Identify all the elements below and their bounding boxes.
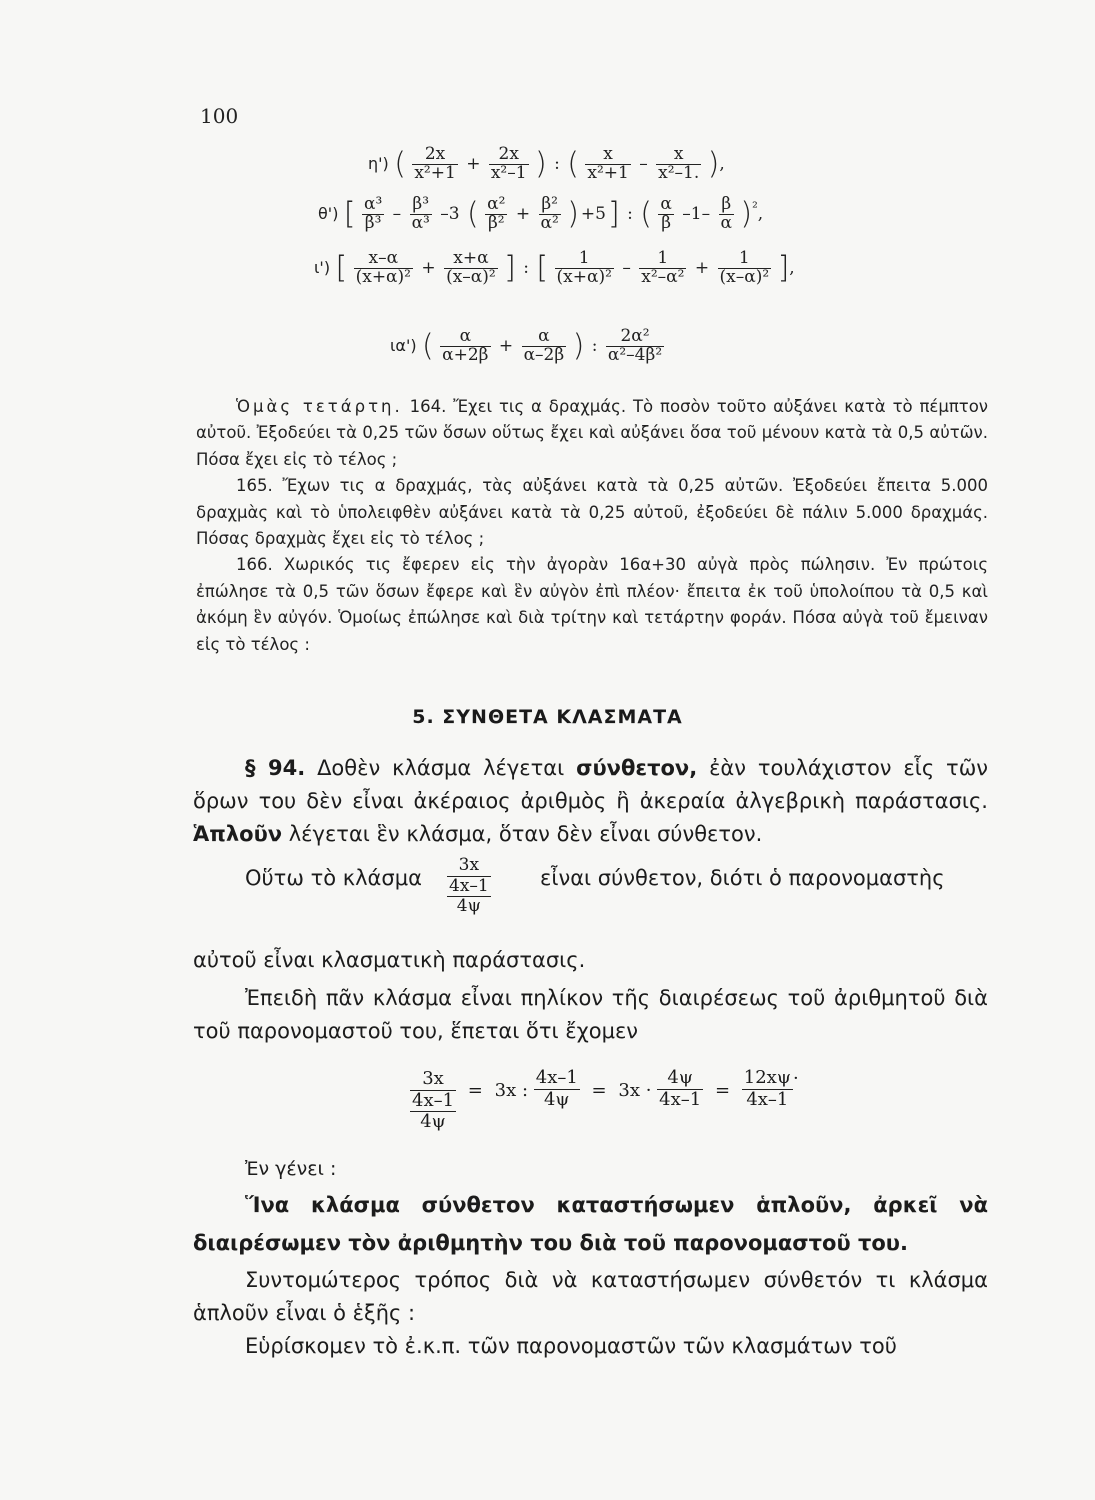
fraction: $\frac{\alpha}{\alpha-2\beta}$ [523,326,565,365]
shorter-method: Συντομώτερος τρόπος διὰ νὰ καταστήσωμεν σύνθετόν τι κλάσμα ἁπλοῦν εἶναι ὁ ἑξῆς : [193,1268,988,1325]
example-continuation: αὐτοῦ εἶναι κλασματικὴ παράστασις. [193,948,586,972]
fraction: $\frac{x}{\text{x²–1.}}$ [658,144,700,183]
exercise-theta: θ') [ $\frac{\text{α³}}{\text{β³}}$ – $\frac{\text{β³}}{\text{α³}}$ –3 ( $\frac{\text{α²}}{\text{β²}}$ + $\frac{\text{β²}}{\text{α²}}$ ) +5] : ( $\frac{\alpha}{\beta}$ –1– $\frac{\beta}{\alpha}$ )$^{^2}$, [318,194,764,233]
compound-fraction: 3x 4x–1 4ψ [449,855,489,917]
fraction: $\frac{\alpha}{\beta}$ [660,194,672,233]
fraction: $\frac{\text{β³}}{\text{α³}}$ [411,194,430,233]
problem-group [196,394,988,658]
text: λέγεται ἓν κλάσμα, ὅταν δὲν εἶναι σύνθετον. [282,822,763,846]
rule: Ἵνα κλάσμα σύνθετον καταστήσωμεν ἁπλοῦν, ἀρκεῖ νὰ διαιρέσωμεν τὸν ἀριθμητὴν του διὰ τοῦ παρονομαστοῦ του. [193,1193,988,1255]
fraction: $\frac{\beta}{\alpha}$ [720,194,732,233]
exercise-label: θ') [318,203,339,223]
fraction: $\frac{2x}{\text{x²–1}}$ [490,144,527,183]
since-paragraph: Ἐπειδὴ πᾶν κλάσμα εἶναι πηλίκον τῆς διαιρέσεως τοῦ ἀριθμητοῦ διὰ τοῦ παρονομαστοῦ του, ἕπεται ὅτι ἔχομεν [193,986,988,1043]
fraction: $\frac{x}{\text{x²+1}}$ [587,144,629,183]
problem-165: 165. Ἔχων τις α δραχμάς, τὰς αὐξάνει κατὰ τὰ 0,25 αὐτῶν. Ἐξοδεύει ἔπειτα 5.000 δραχμὰς καὶ τὸ ὑπολειφθὲν αὐξάνει κατὰ τὰ 0,25 αὐτοῦ, ἐξοδεύει δὲ πάλιν 5.000 δραχμάς. Πόσας δραχμὰς ἔχει εἰς τὸ τέλος ; [196,476,988,549]
fraction: $\frac{4x-1}{4\psi}$ [535,1067,578,1110]
fraction: $\frac{x+\alpha}{\text{(x–α)²}}$ [446,248,496,287]
exercise-label: ια') [390,335,417,355]
problem-text: 164. Ἔχει τις α δραχμάς. Τὸ ποσὸν τοῦτο αὐξάνει κατὰ τὸ πέμπτον αὐτοῦ. Ἐξοδεύει τὰ 0,25 τῶν ὅσων οὕτως ἔχει καὶ αὐξάνει ὅσα τοῦ μένουν κατὰ τὰ 0,5 αὐτῶν. Πόσα ἔχει εἰς τὸ τέλος ; [196,397,989,469]
term-compound: σύνθετον, [576,756,698,780]
text: Δοθὲν κλάσμα λέγεται [305,756,577,780]
exercise-label: η') [368,153,389,173]
exercise-eta: η') ( $\frac{2x}{\text{x²+1}}$ + $\frac{2x}{\text{x²–1}}$ ) : ( $\frac{x}{\text{x²+1}}$ – $\frac{x}{\text{x²–1.}}$ ), [368,144,725,183]
section-title: 5. ΣΥΝΘΕΤΑ ΚΛΑΣΜΑΤΑ [412,706,683,728]
term-simple: Ἁπλοῦν [193,822,283,846]
compound-fraction: 3x 4x–1 4ψ [412,1067,455,1133]
exercise-label: ι') [314,257,331,277]
fraction: $\frac{4\psi}{4x-1}$ [659,1067,702,1110]
paragraph-number: § 94. [245,756,306,780]
fraction: $\frac{\text{β²}}{\text{α²}}$ [540,194,559,233]
text: Οὕτω τὸ κλάσμα [245,866,422,890]
example-line-right [540,862,990,895]
fraction: $\frac{2x}{\text{x²+1}}$ [414,144,456,183]
fraction: $\frac{1}{\text{(x+α)²}}$ [556,248,612,287]
text: εἶναι σύνθετον, διότι ὁ παρονομαστὴς [540,866,945,890]
fraction: $\frac{1}{\text{x²–α²}}$ [641,248,685,287]
find-lcm: Εὑρίσκομεν τὸ ἐ.κ.π. τῶν παρονομαστῶν τῶν κλασμάτων τοῦ [245,1334,897,1358]
paragraph-94 [193,752,988,851]
exercise-iota: ι') [ $\frac{x-\alpha}{\text{(x+α)²}}$ + $\frac{x+\alpha}{\text{(x–α)²}}$ ] : [ $\frac{1}{\text{(x+α)²}}$ – $\frac{1}{\text{x²–α²}}$ + $\frac{1}{\text{(x–α)²}}$ ], [314,248,795,287]
exercise-iota-alpha: ια') ( $\frac{\alpha}{\alpha+2\beta}$ + $\frac{\alpha}{\alpha-2\beta}$ ) : $\frac{\text{2α²}}{\text{α²–4β²}}$ [390,326,663,365]
fraction: $\frac{x-\alpha}{\text{(x+α)²}}$ [355,248,411,287]
in-general: Ἐν γένει : [245,1158,337,1180]
fraction: $\frac{\text{α²}}{\text{β²}}$ [487,194,506,233]
paren-open: ( [394,146,406,182]
problem-164 [196,394,988,473]
page-number: 100 [200,104,239,128]
fraction: $\frac{\text{α³}}{\text{β³}}$ [363,194,383,233]
text: ἐὰν τουλάχιστον εἷς τῶν ὅρων του δὲν εἶναι ἀκέραιος ἀριθμὸς ἢ ἀκεραία ἀλγεβρικὴ παράστασις. [193,756,989,813]
problem-166: 166. Χωρικός τις ἔφερεν εἰς τὴν ἀγορὰν 16α+30 αὐγὰ πρὸς πώλησιν. Ἐν πρώτοις ἐπώλησε τὰ 0,5 τῶν ὅσων ἔφερε καὶ ἓν αὐγὸν ἐπὶ πλέον· ἔπειτα ἐκ τοῦ ὑπολοίπου τὰ 0,5 καὶ ἀκόμη ἓν αὐγόν. Ὁμοίως ἐπώλησε καὶ διὰ τρίτην καὶ τετάρτην φοράν. Πόσα αὐγὰ τοῦ ἔμειναν εἰς τὸ τέλος : [196,555,988,654]
fraction: $\frac{\alpha}{\alpha+2\beta}$ [442,326,489,365]
fraction: $\frac{12x\psi}{4x-1}$ [743,1067,791,1110]
fraction: $\frac{1}{\text{(x–α)²}}$ [719,248,770,287]
group-heading: Ὁμὰς τετάρτη. [236,397,403,416]
fraction: $\frac{\text{2α²}}{\text{α²–4β²}}$ [607,326,663,365]
equation: 3x 4x–1 4ψ = 3x : $\frac{4x-1}{4\psi}$ = 3x · $\frac{4\psi}{4x-1}$ = $\frac{12x\psi}{4x-1}$ · [412,1067,799,1133]
